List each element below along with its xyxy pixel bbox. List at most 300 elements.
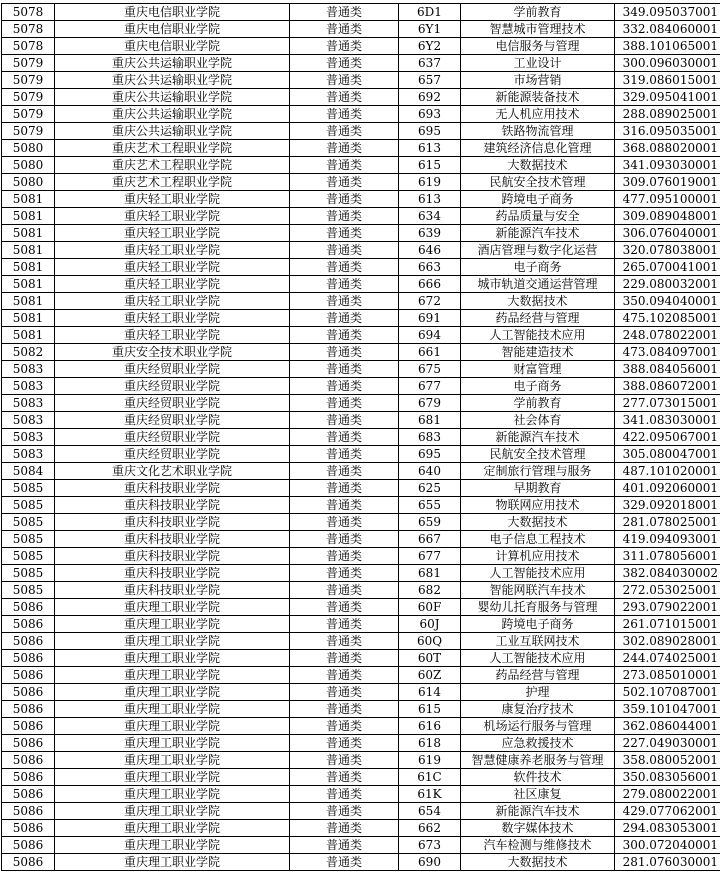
- score-cell: 429.077062001: [615, 803, 720, 820]
- score-cell: 358.080052001: [615, 752, 720, 769]
- category-cell: 普通类: [290, 463, 399, 480]
- school-name-cell: 重庆经贸职业学院: [55, 429, 290, 446]
- score-cell: 227.049030001: [615, 735, 720, 752]
- major-code-cell: 6Y2: [399, 38, 461, 55]
- school-code-cell: 5083: [2, 378, 55, 395]
- score-cell: 261.071015001: [615, 616, 720, 633]
- school-code-cell: 5086: [2, 735, 55, 752]
- school-code-cell: 5085: [2, 582, 55, 599]
- category-cell: 普通类: [290, 718, 399, 735]
- school-code-cell: 5079: [2, 72, 55, 89]
- category-cell: 普通类: [290, 446, 399, 463]
- school-code-cell: 5085: [2, 514, 55, 531]
- score-cell: 329.095041001: [615, 89, 720, 106]
- major-code-cell: 675: [399, 361, 461, 378]
- major-code-cell: 60Q: [399, 633, 461, 650]
- major-code-cell: 692: [399, 89, 461, 106]
- score-cell: 302.089028001: [615, 633, 720, 650]
- table-row: [2, 837, 720, 854]
- major-code-cell: 695: [399, 446, 461, 463]
- score-cell: 341.083030001: [615, 412, 720, 429]
- category-cell: 普通类: [290, 837, 399, 854]
- major-name-cell: 新能源汽车技术: [461, 225, 615, 242]
- table-row: [2, 582, 720, 599]
- major-name-cell: 社区康复: [461, 786, 615, 803]
- major-code-cell: 640: [399, 463, 461, 480]
- major-name-cell: 应急救援技术: [461, 735, 615, 752]
- category-cell: 普通类: [290, 327, 399, 344]
- category-cell: 普通类: [290, 395, 399, 412]
- table-row: [2, 327, 720, 344]
- school-code-cell: 5081: [2, 208, 55, 225]
- score-cell: 229.080032001: [615, 276, 720, 293]
- school-code-cell: 5078: [2, 4, 55, 21]
- table-row: [2, 21, 720, 38]
- category-cell: 普通类: [290, 4, 399, 21]
- school-code-cell: 5083: [2, 395, 55, 412]
- score-cell: 244.074025001: [615, 650, 720, 667]
- school-code-cell: 5079: [2, 106, 55, 123]
- table-row: [2, 208, 720, 225]
- school-name-cell: 重庆理工职业学院: [55, 854, 290, 871]
- category-cell: 普通类: [290, 157, 399, 174]
- category-cell: 普通类: [290, 361, 399, 378]
- major-code-cell: 681: [399, 412, 461, 429]
- school-name-cell: 重庆理工职业学院: [55, 735, 290, 752]
- category-cell: 普通类: [290, 276, 399, 293]
- table-row: [2, 769, 720, 786]
- major-name-cell: 跨境电子商务: [461, 191, 615, 208]
- score-cell: 487.101020001: [615, 463, 720, 480]
- category-cell: 普通类: [290, 514, 399, 531]
- table-row: [2, 361, 720, 378]
- table-row: [2, 191, 720, 208]
- category-cell: 普通类: [290, 174, 399, 191]
- major-code-cell: 672: [399, 293, 461, 310]
- school-code-cell: 5081: [2, 276, 55, 293]
- school-code-cell: 5083: [2, 361, 55, 378]
- school-name-cell: 重庆科技职业学院: [55, 514, 290, 531]
- category-cell: 普通类: [290, 667, 399, 684]
- school-name-cell: 重庆艺术工程职业学院: [55, 157, 290, 174]
- score-cell: 388.084056001: [615, 361, 720, 378]
- school-code-cell: 5086: [2, 684, 55, 701]
- school-name-cell: 重庆电信职业学院: [55, 38, 290, 55]
- category-cell: 普通类: [290, 803, 399, 820]
- major-code-cell: 654: [399, 803, 461, 820]
- score-cell: 300.096030001: [615, 55, 720, 72]
- major-name-cell: 民航安全技术管理: [461, 446, 615, 463]
- school-name-cell: 重庆理工职业学院: [55, 633, 290, 650]
- school-code-cell: 5085: [2, 480, 55, 497]
- table-row: [2, 463, 720, 480]
- admission-table: [1, 3, 720, 871]
- major-code-cell: 677: [399, 378, 461, 395]
- major-name-cell: 人工智能技术应用: [461, 565, 615, 582]
- major-name-cell: 人工智能技术应用: [461, 650, 615, 667]
- major-name-cell: 机场运行服务与管理: [461, 718, 615, 735]
- score-cell: 329.092018001: [615, 497, 720, 514]
- major-code-cell: 646: [399, 242, 461, 259]
- major-name-cell: 财富管理: [461, 361, 615, 378]
- table-row: [2, 4, 720, 21]
- table-row: [2, 276, 720, 293]
- score-cell: 382.084030002: [615, 565, 720, 582]
- category-cell: 普通类: [290, 820, 399, 837]
- major-code-cell: 6D1: [399, 4, 461, 21]
- school-name-cell: 重庆理工职业学院: [55, 752, 290, 769]
- category-cell: 普通类: [290, 480, 399, 497]
- category-cell: 普通类: [290, 106, 399, 123]
- major-name-cell: 电子信息工程技术: [461, 531, 615, 548]
- major-code-cell: 695: [399, 123, 461, 140]
- table-row: [2, 718, 720, 735]
- major-code-cell: 634: [399, 208, 461, 225]
- major-code-cell: 613: [399, 191, 461, 208]
- score-cell: 422.095067001: [615, 429, 720, 446]
- score-cell: 350.094040001: [615, 293, 720, 310]
- category-cell: 普通类: [290, 38, 399, 55]
- table-row: [2, 395, 720, 412]
- score-cell: 359.101047001: [615, 701, 720, 718]
- school-code-cell: 5083: [2, 446, 55, 463]
- school-code-cell: 5081: [2, 259, 55, 276]
- score-cell: 265.070041001: [615, 259, 720, 276]
- school-code-cell: 5083: [2, 429, 55, 446]
- major-name-cell: 新能源汽车技术: [461, 429, 615, 446]
- school-name-cell: 重庆轻工职业学院: [55, 327, 290, 344]
- school-name-cell: 重庆轻工职业学院: [55, 225, 290, 242]
- major-code-cell: 619: [399, 752, 461, 769]
- school-name-cell: 重庆轻工职业学院: [55, 242, 290, 259]
- major-code-cell: 679: [399, 395, 461, 412]
- school-name-cell: 重庆经贸职业学院: [55, 412, 290, 429]
- table-row: [2, 565, 720, 582]
- score-cell: 281.078025001: [615, 514, 720, 531]
- school-code-cell: 5085: [2, 548, 55, 565]
- school-name-cell: 重庆经贸职业学院: [55, 361, 290, 378]
- major-code-cell: 60F: [399, 599, 461, 616]
- school-name-cell: 重庆理工职业学院: [55, 718, 290, 735]
- table-row: [2, 497, 720, 514]
- category-cell: 普通类: [290, 55, 399, 72]
- category-cell: 普通类: [290, 769, 399, 786]
- table-row: [2, 616, 720, 633]
- major-code-cell: 691: [399, 310, 461, 327]
- score-cell: 473.084097001: [615, 344, 720, 361]
- category-cell: 普通类: [290, 225, 399, 242]
- major-name-cell: 新能源汽车技术: [461, 803, 615, 820]
- major-code-cell: 655: [399, 497, 461, 514]
- major-code-cell: 661: [399, 344, 461, 361]
- major-code-cell: 693: [399, 106, 461, 123]
- major-name-cell: 铁路物流管理: [461, 123, 615, 140]
- school-name-cell: 重庆科技职业学院: [55, 497, 290, 514]
- major-name-cell: 药品经营与管理: [461, 667, 615, 684]
- school-code-cell: 5086: [2, 786, 55, 803]
- school-name-cell: 重庆轻工职业学院: [55, 310, 290, 327]
- major-name-cell: 智能建造技术: [461, 344, 615, 361]
- school-name-cell: 重庆公共运输职业学院: [55, 123, 290, 140]
- school-code-cell: 5085: [2, 565, 55, 582]
- score-cell: 477.095100001: [615, 191, 720, 208]
- major-name-cell: 智慧健康养老服务与管理: [461, 752, 615, 769]
- category-cell: 普通类: [290, 684, 399, 701]
- school-name-cell: 重庆电信职业学院: [55, 4, 290, 21]
- category-cell: 普通类: [290, 786, 399, 803]
- school-code-cell: 5086: [2, 769, 55, 786]
- major-name-cell: 物联网应用技术: [461, 497, 615, 514]
- table-row: [2, 123, 720, 140]
- major-code-cell: 60Z: [399, 667, 461, 684]
- category-cell: 普通类: [290, 582, 399, 599]
- school-name-cell: 重庆轻工职业学院: [55, 208, 290, 225]
- table-row: [2, 225, 720, 242]
- category-cell: 普通类: [290, 429, 399, 446]
- major-code-cell: 694: [399, 327, 461, 344]
- table-row: [2, 55, 720, 72]
- school-name-cell: 重庆理工职业学院: [55, 616, 290, 633]
- score-cell: 311.078056001: [615, 548, 720, 565]
- category-cell: 普通类: [290, 191, 399, 208]
- school-name-cell: 重庆轻工职业学院: [55, 293, 290, 310]
- score-cell: 419.094093001: [615, 531, 720, 548]
- school-name-cell: 重庆艺术工程职业学院: [55, 174, 290, 191]
- table-row: [2, 633, 720, 650]
- major-name-cell: 数字媒体技术: [461, 820, 615, 837]
- score-cell: 288.089025001: [615, 106, 720, 123]
- score-cell: 248.078022001: [615, 327, 720, 344]
- major-name-cell: 大数据技术: [461, 854, 615, 871]
- school-code-cell: 5080: [2, 174, 55, 191]
- major-name-cell: 新能源装备技术: [461, 89, 615, 106]
- category-cell: 普通类: [290, 412, 399, 429]
- table-row: [2, 378, 720, 395]
- category-cell: 普通类: [290, 599, 399, 616]
- category-cell: 普通类: [290, 548, 399, 565]
- category-cell: 普通类: [290, 21, 399, 38]
- major-name-cell: 软件技术: [461, 769, 615, 786]
- school-name-cell: 重庆理工职业学院: [55, 837, 290, 854]
- category-cell: 普通类: [290, 310, 399, 327]
- score-cell: 277.073015001: [615, 395, 720, 412]
- school-code-cell: 5086: [2, 837, 55, 854]
- major-code-cell: 677: [399, 548, 461, 565]
- major-name-cell: 药品经营与管理: [461, 310, 615, 327]
- school-code-cell: 5081: [2, 242, 55, 259]
- school-name-cell: 重庆理工职业学院: [55, 650, 290, 667]
- major-name-cell: 无人机应用技术: [461, 106, 615, 123]
- score-cell: 349.095037001: [615, 4, 720, 21]
- school-name-cell: 重庆轻工职业学院: [55, 276, 290, 293]
- score-cell: 281.076030001: [615, 854, 720, 871]
- table-row: [2, 786, 720, 803]
- major-name-cell: 婴幼儿托育服务与管理: [461, 599, 615, 616]
- school-code-cell: 5085: [2, 531, 55, 548]
- major-code-cell: 615: [399, 701, 461, 718]
- major-code-cell: 639: [399, 225, 461, 242]
- category-cell: 普通类: [290, 735, 399, 752]
- score-cell: 294.083053001: [615, 820, 720, 837]
- major-name-cell: 民航安全技术管理: [461, 174, 615, 191]
- category-cell: 普通类: [290, 633, 399, 650]
- school-code-cell: 5086: [2, 701, 55, 718]
- score-cell: 341.093030001: [615, 157, 720, 174]
- score-cell: 279.080022001: [615, 786, 720, 803]
- school-name-cell: 重庆公共运输职业学院: [55, 72, 290, 89]
- school-name-cell: 重庆科技职业学院: [55, 480, 290, 497]
- major-code-cell: 60T: [399, 650, 461, 667]
- table-row: [2, 89, 720, 106]
- major-name-cell: 人工智能技术应用: [461, 327, 615, 344]
- school-name-cell: 重庆科技职业学院: [55, 565, 290, 582]
- major-code-cell: 673: [399, 837, 461, 854]
- school-code-cell: 5081: [2, 293, 55, 310]
- major-name-cell: 酒店管理与数字化运营: [461, 242, 615, 259]
- table-row: [2, 514, 720, 531]
- school-name-cell: 重庆经贸职业学院: [55, 446, 290, 463]
- school-name-cell: 重庆经贸职业学院: [55, 395, 290, 412]
- category-cell: 普通类: [290, 344, 399, 361]
- table-row: [2, 599, 720, 616]
- category-cell: 普通类: [290, 752, 399, 769]
- major-code-cell: 614: [399, 684, 461, 701]
- score-cell: 300.072040001: [615, 837, 720, 854]
- table-row: [2, 735, 720, 752]
- category-cell: 普通类: [290, 140, 399, 157]
- school-code-cell: 5081: [2, 191, 55, 208]
- major-code-cell: 637: [399, 55, 461, 72]
- school-code-cell: 5078: [2, 21, 55, 38]
- school-code-cell: 5086: [2, 599, 55, 616]
- table-row: [2, 684, 720, 701]
- table-row: [2, 701, 720, 718]
- table-row: [2, 429, 720, 446]
- score-cell: 401.092060001: [615, 480, 720, 497]
- school-name-cell: 重庆公共运输职业学院: [55, 89, 290, 106]
- school-code-cell: 5086: [2, 650, 55, 667]
- school-name-cell: 重庆安全技术职业学院: [55, 344, 290, 361]
- major-code-cell: 625: [399, 480, 461, 497]
- major-name-cell: 市场营销: [461, 72, 615, 89]
- score-cell: 388.101065001: [615, 38, 720, 55]
- major-code-cell: 683: [399, 429, 461, 446]
- major-code-cell: 681: [399, 565, 461, 582]
- table-row: [2, 803, 720, 820]
- school-name-cell: 重庆理工职业学院: [55, 820, 290, 837]
- major-code-cell: 61K: [399, 786, 461, 803]
- major-code-cell: 619: [399, 174, 461, 191]
- major-code-cell: 616: [399, 718, 461, 735]
- school-name-cell: 重庆理工职业学院: [55, 701, 290, 718]
- school-code-cell: 5079: [2, 89, 55, 106]
- school-code-cell: 5082: [2, 344, 55, 361]
- major-name-cell: 电子商务: [461, 378, 615, 395]
- major-name-cell: 康复治疗技术: [461, 701, 615, 718]
- school-name-cell: 重庆理工职业学院: [55, 599, 290, 616]
- major-name-cell: 定制旅行管理与服务: [461, 463, 615, 480]
- school-code-cell: 5086: [2, 752, 55, 769]
- school-name-cell: 重庆理工职业学院: [55, 684, 290, 701]
- school-code-cell: 5083: [2, 412, 55, 429]
- school-code-cell: 5086: [2, 616, 55, 633]
- category-cell: 普通类: [290, 242, 399, 259]
- major-code-cell: 618: [399, 735, 461, 752]
- major-name-cell: 学前教育: [461, 4, 615, 21]
- table-row: [2, 650, 720, 667]
- category-cell: 普通类: [290, 293, 399, 310]
- score-cell: 306.076040001: [615, 225, 720, 242]
- major-code-cell: 657: [399, 72, 461, 89]
- score-cell: 350.083056001: [615, 769, 720, 786]
- major-name-cell: 学前教育: [461, 395, 615, 412]
- major-name-cell: 工业设计: [461, 55, 615, 72]
- major-code-cell: 662: [399, 820, 461, 837]
- school-name-cell: 重庆电信职业学院: [55, 21, 290, 38]
- score-cell: 502.107087001: [615, 684, 720, 701]
- score-cell: 362.086044001: [615, 718, 720, 735]
- major-name-cell: 汽车检测与维修技术: [461, 837, 615, 854]
- school-code-cell: 5081: [2, 327, 55, 344]
- major-code-cell: 6Y1: [399, 21, 461, 38]
- table-row: [2, 480, 720, 497]
- score-cell: 273.085010001: [615, 667, 720, 684]
- category-cell: 普通类: [290, 565, 399, 582]
- major-name-cell: 早期教育: [461, 480, 615, 497]
- score-cell: 309.076019001: [615, 174, 720, 191]
- table-row: [2, 412, 720, 429]
- school-code-cell: 5086: [2, 667, 55, 684]
- table-row: [2, 157, 720, 174]
- table-row: [2, 531, 720, 548]
- score-cell: 305.080047001: [615, 446, 720, 463]
- school-name-cell: 重庆科技职业学院: [55, 548, 290, 565]
- table-row: [2, 446, 720, 463]
- major-name-cell: 跨境电子商务: [461, 616, 615, 633]
- school-code-cell: 5078: [2, 38, 55, 55]
- school-code-cell: 5079: [2, 123, 55, 140]
- school-code-cell: 5080: [2, 157, 55, 174]
- school-code-cell: 5086: [2, 633, 55, 650]
- table-row: [2, 106, 720, 123]
- category-cell: 普通类: [290, 123, 399, 140]
- score-cell: 368.088020001: [615, 140, 720, 157]
- major-name-cell: 城市轨道交通运营管理: [461, 276, 615, 293]
- major-name-cell: 大数据技术: [461, 293, 615, 310]
- major-name-cell: 电信服务与管理: [461, 38, 615, 55]
- major-name-cell: 智慧城市管理技术: [461, 21, 615, 38]
- school-name-cell: 重庆轻工职业学院: [55, 259, 290, 276]
- category-cell: 普通类: [290, 701, 399, 718]
- table-row: [2, 752, 720, 769]
- school-name-cell: 重庆文化艺术职业学院: [55, 463, 290, 480]
- table-row: [2, 310, 720, 327]
- table-row: [2, 548, 720, 565]
- score-cell: 475.102085001: [615, 310, 720, 327]
- major-name-cell: 智能网联汽车技术: [461, 582, 615, 599]
- major-code-cell: 60J: [399, 616, 461, 633]
- table-row: [2, 38, 720, 55]
- score-cell: 388.086072001: [615, 378, 720, 395]
- table-row: [2, 259, 720, 276]
- table-row: [2, 820, 720, 837]
- school-code-cell: 5086: [2, 854, 55, 871]
- table-body: [2, 4, 720, 871]
- school-code-cell: 5086: [2, 718, 55, 735]
- major-name-cell: 工业互联网技术: [461, 633, 615, 650]
- table-row: [2, 72, 720, 89]
- major-code-cell: 682: [399, 582, 461, 599]
